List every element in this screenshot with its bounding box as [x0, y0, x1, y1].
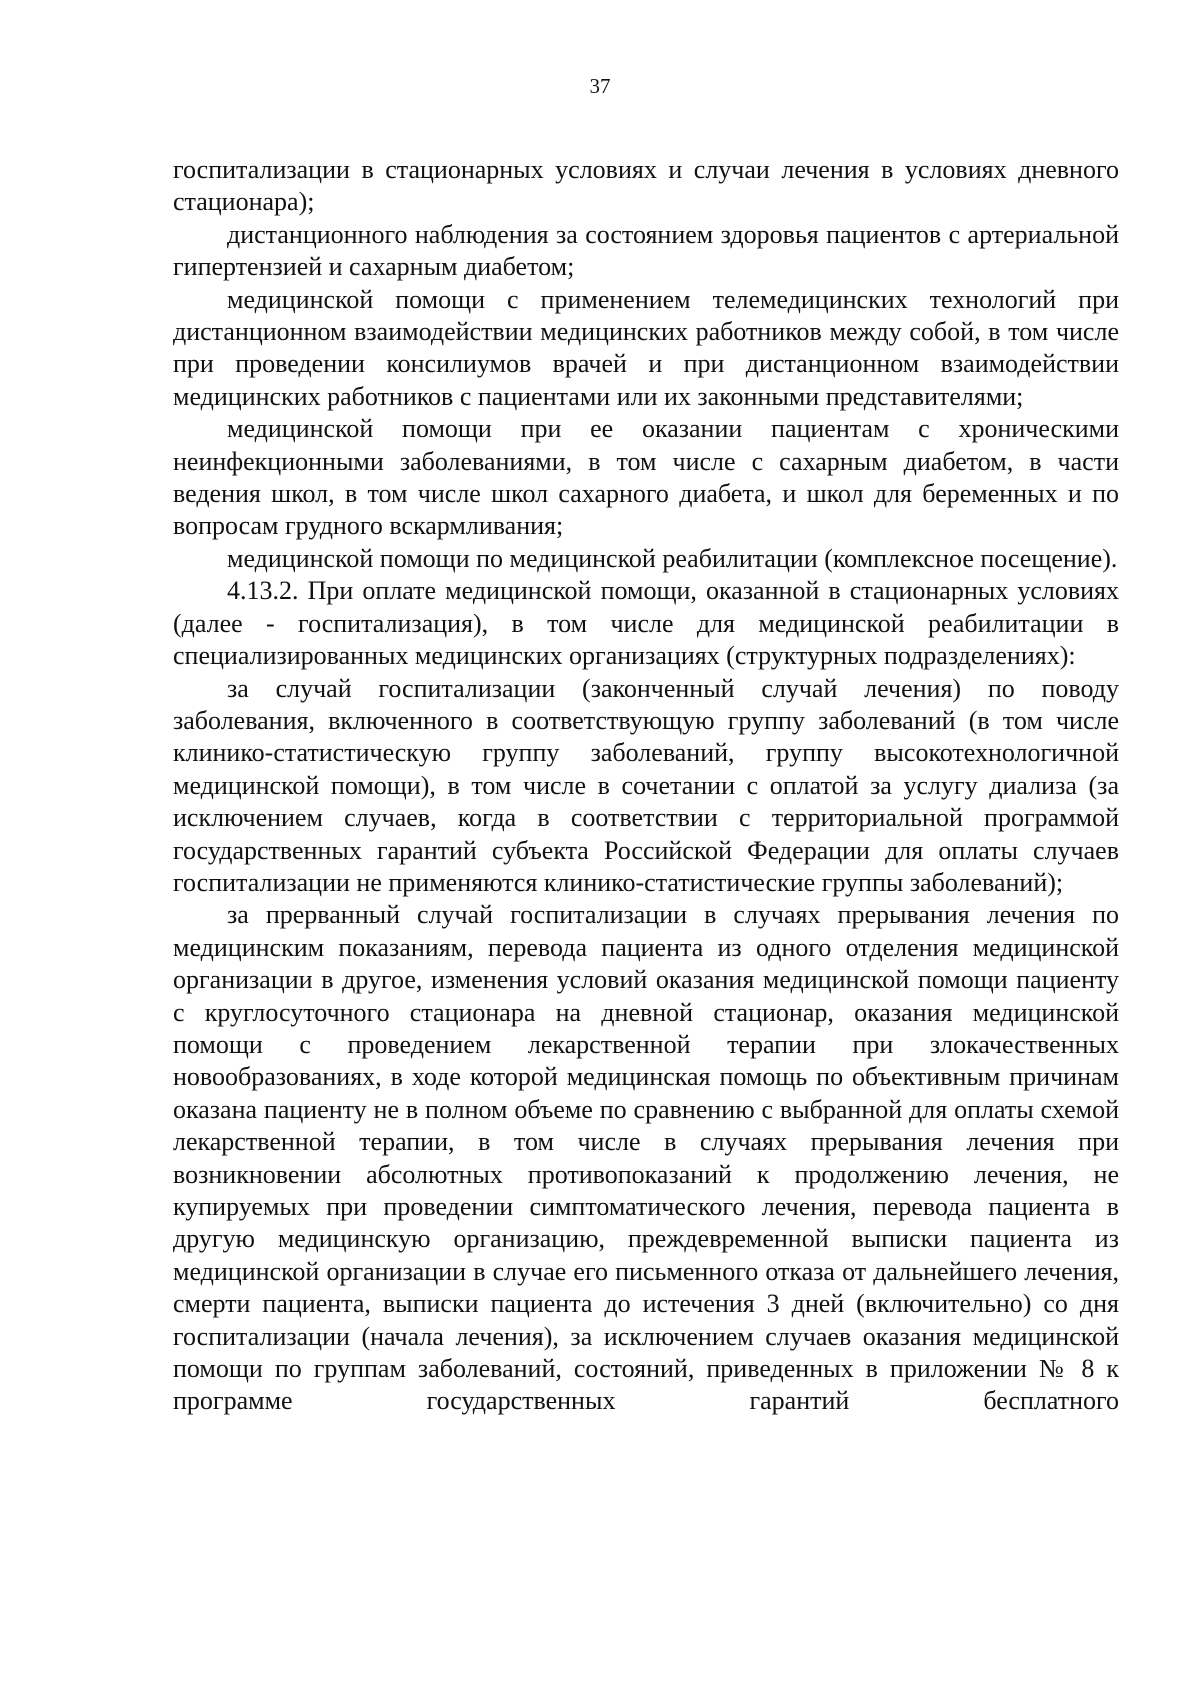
paragraph-remote-monitoring: дистанционного наблюдения за состоянием здоровья пациентов с артериальной гипертензией и сахарным диабетом; — [173, 219, 1119, 282]
paragraph-rehabilitation: медицинской помощи по медицинской реабилитации (комплексное посещение). — [227, 543, 1118, 573]
paragraph-completed-case: за случай госпитализации (законченный случай лечения) по поводу заболевания, включенного в соответствующую группу заболеваний (в том числе клинико-статистическую группу заболеваний, группу высокотехнологичной медицинской помощи), в том числе в сочетании с оплатой за услугу диализа (за исключением случаев, когда в соответствии с территориальной программой государственных гарантий субъекта Российской Федерации для оплаты случаев госпитализации не применяются клинико-статистические группы заболеваний); — [173, 673, 1119, 897]
document-body — [173, 154, 1119, 1418]
paragraph-interrupted-case: за прерванный случай госпитализации в случаях прерывания лечения по медицинским показаниям, перевода пациента из одного отделения медицинской организации в другое, изменения условий оказания медицинской помощи пациенту с круглосуточного стационара на дневной стационар, оказания медицинской помощи с проведением лекарственной терапии при злокачественных новообразованиях, в ходе которой медицинская помощь по объективным причинам оказана пациенту не в полном объеме по сравнению с выбранной для оплаты схемой лекарственной терапии, в том числе в случаях прерывания лечения при возникновении абсолютных противопоказаний к продолжению лечения, не купируемых при проведении симптоматического лечения, перевода пациента в другую медицинскую организацию, преждевременной выписки пациента из медицинской организации в случае его письменного отказа от дальнейшего лечения, смерти пациента, выписки пациента до истечения 3 дней (включительно) со дня госпитализации (начала лечения), за исключением случаев оказания медицинской помощи по группам заболеваний, состояний, приведенных в приложении № 8 к программе государственных гарантий бесплатного — [173, 900, 1119, 1416]
paragraph-section-4-13-2: 4.13.2. При оплате медицинской помощи, оказанной в стационарных условиях (далее - госпитализация), в том числе для медицинской реабилитации в специализированных медицинских организациях (структурных подразделениях): — [173, 576, 1119, 671]
paragraph-chronic-diseases: медицинской помощи при ее оказании пациентам с хроническими неинфекционными заболеваниями, в том числе с сахарным диабетом, в части ведения школ, в том числе школ сахарного диабета, и школ для беременных и по вопросам грудного вскармливания; — [173, 414, 1119, 541]
paragraph-continuation: госпитализации в стационарных условиях и случаи лечения в условиях дневного стационара); — [173, 155, 1119, 217]
page-number: 37 — [589, 74, 611, 98]
paragraph-telemedicine: медицинской помощи с применением телемедицинских технологий при дистанционном взаимодействии медицинских работников между собой, в том числе при проведении консилиумов врачей и при дистанционном взаимодействии медицинских работников с пациентами или их законными представителями; — [173, 284, 1119, 411]
